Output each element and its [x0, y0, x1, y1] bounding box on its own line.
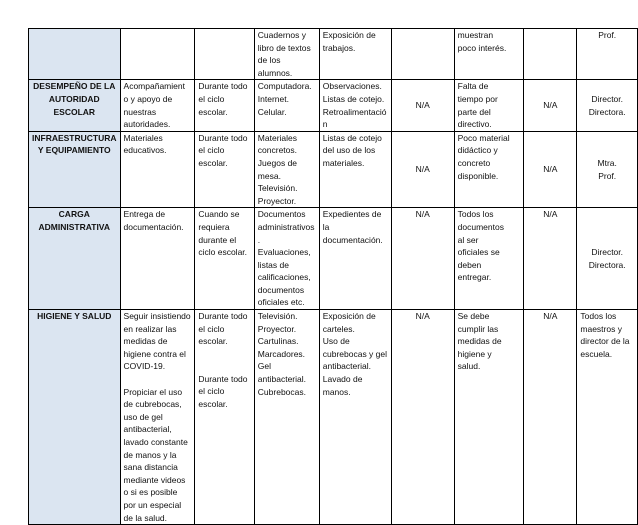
action-cell: [120, 29, 195, 80]
time-cell: Cuando se requiera durante el ciclo escolar.: [195, 208, 254, 310]
na-cell: N/A: [524, 310, 577, 525]
table-row: [29, 131, 638, 208]
na-cell: N/A: [391, 131, 454, 208]
evaluation-cell: Exposición de carteles. Uso de cubrebocas y gel antibacterial. Lavado de manos.: [319, 310, 391, 525]
resources-cell: Cuadernos y libro de textos de los alumnos.: [254, 29, 319, 80]
area-cell: INFRAESTRUCTURA Y EQUIPAMIENTO: [29, 131, 121, 208]
responsible-cell: Mtra. Prof.: [577, 131, 638, 208]
table-row: [29, 29, 638, 80]
difficulty-cell: Falta de tiempo por parte del directivo.: [454, 80, 524, 131]
difficulty-cell: Se debe cumplir las medidas de higiene y salud.: [454, 310, 524, 525]
action-text-extra: Propiciar el uso de cubrebocas, uso de gel antibacterial, lavado constante de manos y la sana distancia mediante videos o si es posible por un especial de la salud.: [123, 386, 188, 523]
planning-table: [28, 28, 638, 525]
resources-cell: Documentos administrativos . Evaluaciones, listas de calificaciones, documentos oficiales etc.: [254, 208, 319, 310]
action-cell: Entrega de documentación.: [120, 208, 195, 310]
action-cell: Acompañamient o y apoyo de nuestras autoridades.: [120, 80, 195, 131]
na-cell: N/A: [391, 310, 454, 525]
table-row: [29, 208, 638, 310]
na-cell: N/A: [391, 208, 454, 310]
time-cell: Durante todo el ciclo escolar.: [195, 131, 254, 208]
difficulty-cell: muestran poco interés.: [454, 29, 524, 80]
na-cell: [391, 29, 454, 80]
action-text: Seguir insistiendo en realizar las medidas de higiene contra el COVID-19.: [123, 311, 191, 372]
time-cell: [195, 29, 254, 80]
resources-cell: Televisión. Proyector. Cartulinas. Marcadores. Gel antibacterial. Cubrebocas.: [254, 310, 319, 525]
planning-table-container: [28, 28, 638, 525]
na-cell: N/A: [524, 131, 577, 208]
area-cell: CARGA ADMINISTRATIVA: [29, 208, 121, 310]
responsible-cell: Director. Directora.: [577, 80, 638, 131]
na-cell: N/A: [391, 80, 454, 131]
evaluation-cell: Observaciones. Listas de cotejo. Retroalimentació n: [319, 80, 391, 131]
evaluation-cell: Expedientes de la documentación.: [319, 208, 391, 310]
time-cell: Durante todo el ciclo escolar.: [195, 80, 254, 131]
na-cell: N/A: [524, 80, 577, 131]
responsible-cell: Prof.: [577, 29, 638, 80]
difficulty-cell: Todos los documentos al ser oficiales se deben entregar.: [454, 208, 524, 310]
time-text: Durante todo el ciclo escolar.: [198, 311, 248, 347]
difficulty-cell: Poco material didáctico y concreto disponible.: [454, 131, 524, 208]
action-cell: [120, 310, 195, 525]
na-cell: [524, 29, 577, 80]
action-cell: Materiales educativos.: [120, 131, 195, 208]
resources-cell: Computadora. Internet. Celular.: [254, 80, 319, 131]
time-cell: [195, 310, 254, 525]
area-cell: DESEMPEÑO DE LA AUTORIDAD ESCOLAR: [29, 80, 121, 131]
area-cell: [29, 29, 121, 80]
area-cell: HIGIENE Y SALUD: [29, 310, 121, 525]
evaluation-cell: Exposición de trabajos.: [319, 29, 391, 80]
table-row: [29, 310, 638, 525]
na-cell: N/A: [524, 208, 577, 310]
evaluation-cell: Listas de cotejo del uso de los materiales.: [319, 131, 391, 208]
resources-cell: Materiales concretos. Juegos de mesa. Televisión. Proyector.: [254, 131, 319, 208]
time-text-extra: Durante todo el ciclo escolar.: [198, 373, 248, 410]
table-row: [29, 80, 638, 131]
responsible-cell: Director. Directora.: [577, 208, 638, 310]
responsible-cell: Todos los maestros y director de la escuela.: [577, 310, 638, 525]
